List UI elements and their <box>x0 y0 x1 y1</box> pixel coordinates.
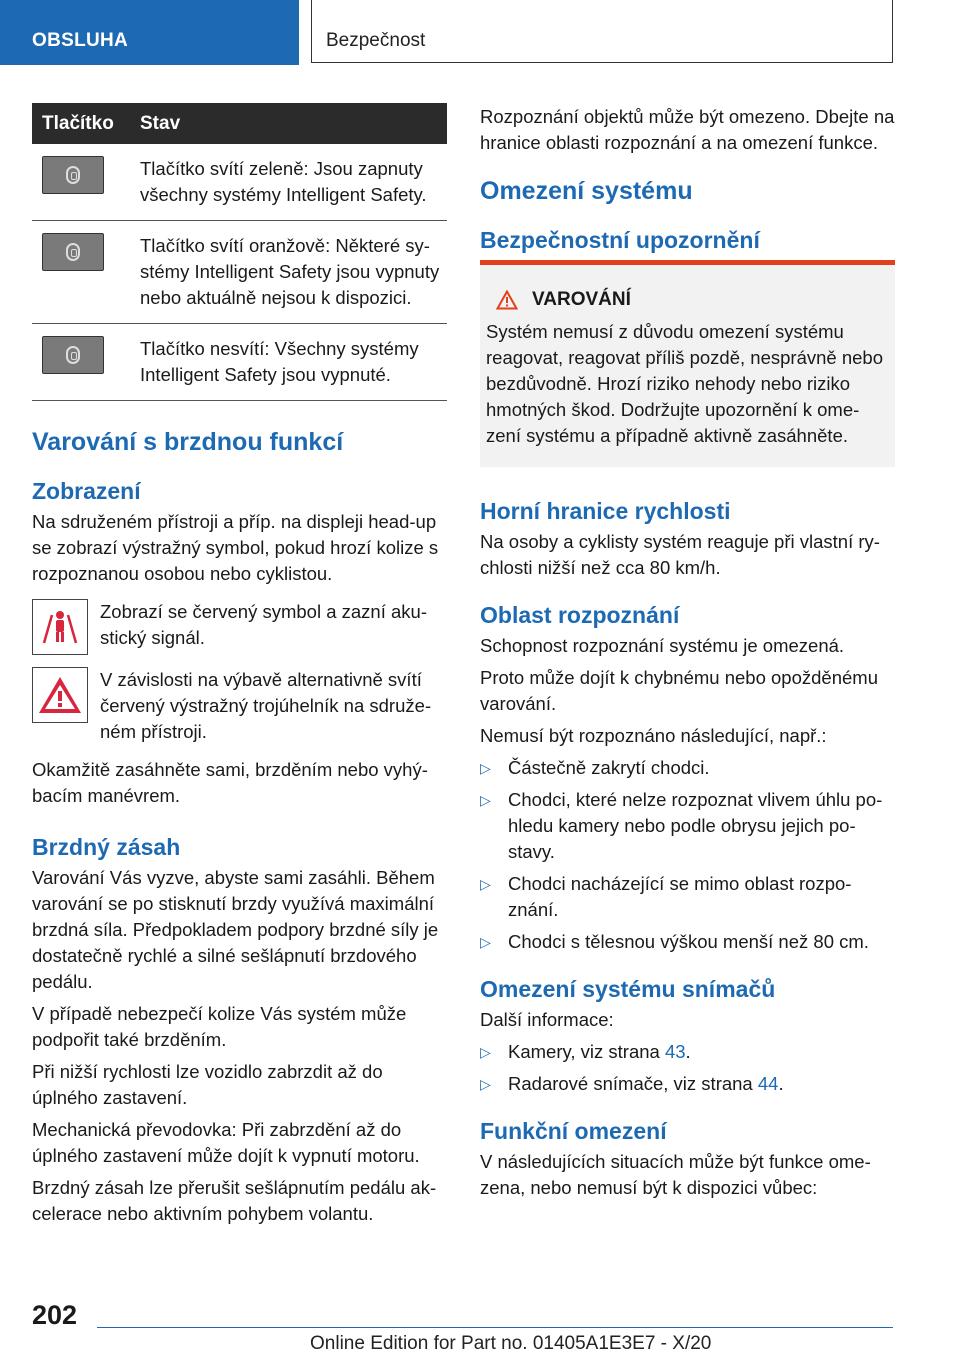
pedestrian-warning-icon <box>32 599 88 655</box>
symbol-description: V závislosti na výbavě alternativně svítí červený výstražný trojúhelník na sdruženém přístroji. <box>100 669 432 742</box>
page-number: 202 <box>32 1300 78 1330</box>
page-link[interactable]: 43 <box>664 1041 686 1062</box>
warning-triangle-icon <box>496 290 518 310</box>
table-header-state: Stav <box>140 103 447 144</box>
page-link[interactable]: 44 <box>757 1073 779 1094</box>
paragraph: Okamžitě zasáhněte sami, brzděním nebo vyhýbacím manévrem. <box>32 759 428 806</box>
paragraph: Nemusí být rozpoznáno následující, např.: <box>480 725 827 746</box>
symbol-description: Zobrazí se červený symbol a zazní akustický signál. <box>100 601 427 648</box>
paragraph: V následujících situacích může být funkce omezena, nebo nemusí být k dispozici vůbec: <box>480 1151 871 1198</box>
paragraph: Brzdný zásah lze přerušit sešlápnutím pedálu akcelerace nebo aktivním pohybem volantu. <box>32 1177 437 1224</box>
list-item: ▷ Chodci s tělesnou výškou menší než 80 cm. <box>480 929 895 955</box>
bullet-triangle-icon: ▷ <box>480 876 491 892</box>
subsection-heading: Brzdný zásah <box>32 834 181 860</box>
warning-triangle-icon <box>32 667 88 723</box>
subsection-heading: Horní hranice rychlosti <box>480 498 731 524</box>
chapter-header <box>311 0 893 63</box>
bullet-triangle-icon: ▷ <box>480 934 491 950</box>
table-cell-state: Tlačítko nesvítí: Všechny systémy Intelligent Safety jsou vypnuté. <box>140 324 447 401</box>
paragraph: Schopnost rozpoznání systému je omezená. <box>480 635 845 656</box>
button-status-table <box>32 103 447 401</box>
subsection-heading: Zobrazení <box>32 478 141 504</box>
chapter-label: Bezpečnost <box>326 30 426 51</box>
paragraph: Proto může dojít k chybnému nebo opožděnému varování. <box>480 667 878 714</box>
bullet-triangle-icon: ▷ <box>480 760 491 776</box>
subsection-heading: Funkční omezení <box>480 1118 667 1144</box>
list-item: ▷ Kamery, viz strana 43. <box>480 1039 895 1065</box>
paragraph: Na sdruženém přístroji a příp. na displeji head-up se zobrazí výstražný symbol, pokud hrozí kolize s rozpoznanou osobou nebo cyklistou. <box>32 511 439 584</box>
table-cell-state: Tlačítko svítí zeleně: Jsou zapnuty všechny systémy Intelligent Safety. <box>140 144 447 221</box>
section-heading: Omezení systému <box>480 177 693 205</box>
subsection-heading: Omezení systému snímačů <box>480 976 776 1002</box>
table-row <box>32 221 447 324</box>
list-item: ▷ Radarové snímače, viz strana 44. <box>480 1071 895 1097</box>
bullet-list <box>480 755 895 955</box>
warning-title <box>486 287 887 313</box>
bullet-triangle-icon: ▷ <box>480 792 491 808</box>
table-cell-state: Tlačítko svítí oranžově: Některé systémy Intelligent Safety jsou vypnuty nebo aktuálně nejsou k dispozici. <box>140 221 447 324</box>
bullet-list <box>480 1039 895 1097</box>
list-item: ▷ Částečně zakrytí chodci. <box>480 755 895 781</box>
paragraph: Na osoby a cyklisty systém reaguje při vlastní rychlosti nižší než cca 80 km/h. <box>480 531 880 578</box>
section-label: OBSLUHA <box>32 30 129 51</box>
warning-text: Systém nemusí z důvodu omezení systému reagovat, reagovat příliš pozdě, nesprávně nebo bezdůvodně. Hrozí riziko nehody nebo riziko hmotných škod. Dodržujte upozornění k omezení systému a případně aktivně zasáhněte. <box>486 321 883 446</box>
paragraph: Mechanická převodovka: Při zabrzdění až do úplného zastavení může dojít k vypnutí motoru. <box>32 1119 420 1166</box>
paragraph: V případě nebezpečí kolize Vás systém může podpořit také brzděním. <box>32 1003 407 1050</box>
paragraph: Varování Vás vyzve, abyste sami zasáhli. Během varování se po stisknutí brzdy využívá maximální brzdná síla. Předpokladem podpory brzdné síly je dostatečně rychlé a silné sešlápnutí brzdového pedálu. <box>32 867 439 992</box>
bullet-triangle-icon: ▷ <box>480 1044 491 1060</box>
subsection-heading: Oblast rozpoznání <box>480 602 680 628</box>
symbol-row <box>32 599 447 655</box>
bullet-triangle-icon: ▷ <box>480 1076 491 1092</box>
list-item: ▷ Chodci nacházející se mimo oblast rozpoznání. <box>480 873 852 920</box>
symbol-row <box>32 667 447 745</box>
paragraph: Další informace: <box>480 1009 614 1030</box>
table-row <box>32 324 447 401</box>
section-heading: Varování s brzdnou funkcí <box>32 428 344 456</box>
paragraph: Rozpoznání objektů může být omezeno. Dbejte na hranice oblasti rozpoznání a na omezení funkce. <box>480 106 895 153</box>
warning-box <box>480 260 895 467</box>
safety-button-icon <box>42 233 104 271</box>
subsection-heading: Bezpečnostní upozornění <box>480 227 760 253</box>
left-column <box>32 103 447 1233</box>
table-row <box>32 144 447 221</box>
paragraph: Při nižší rychlosti lze vozidlo zabrzdit až do úplného zastavení. <box>32 1061 383 1108</box>
table-header-button: Tlačítko <box>32 103 140 144</box>
safety-button-icon <box>42 336 104 374</box>
list-item: ▷ Chodci, které nelze rozpoznat vlivem úhlu pohledu kamery nebo podle obrysu jejich postavy. <box>480 789 883 862</box>
edition-note: Online Edition for Part no. 01405A1E3E7 - X/20 <box>310 1333 712 1354</box>
safety-button-icon <box>42 156 104 194</box>
footer-divider <box>97 1327 893 1328</box>
right-column <box>480 104 895 1207</box>
section-tab <box>0 0 299 65</box>
warning-label: VAROVÁNÍ <box>532 289 631 310</box>
